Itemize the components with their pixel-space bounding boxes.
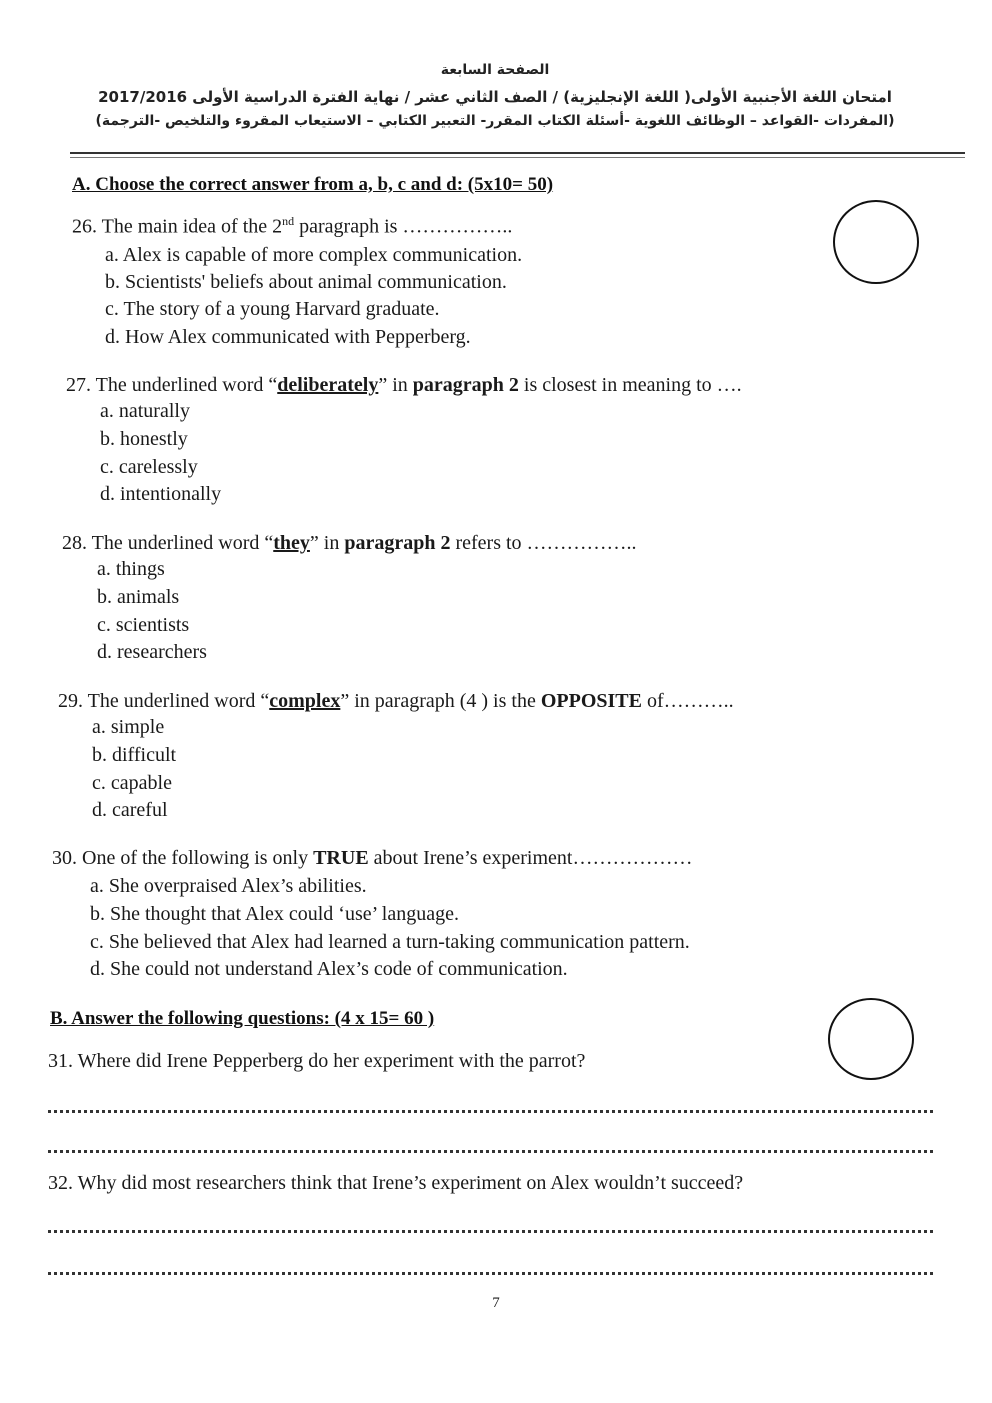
question-27: 27. The underlined word “deliberately” in paragraph 2 is closest in meaning to ….	[66, 374, 742, 396]
underlined-word: deliberately	[277, 374, 379, 396]
underlined-word: they	[273, 532, 310, 554]
question-30: 30. One of the following is only TRUE about Irene’s experiment………………	[52, 847, 693, 869]
option-26c[interactable]: c. The story of a young Harvard graduate.	[105, 298, 440, 320]
question-text-pre: The main idea of the 2	[101, 215, 283, 238]
option-26d[interactable]: d. How Alex communicated with Pepperberg.	[105, 326, 471, 348]
question-text-post: paragraph is ……………..	[294, 215, 513, 238]
question-31	[48, 1050, 585, 1073]
answer-line-31-2[interactable]	[48, 1150, 933, 1153]
question-number: 31.	[48, 1050, 73, 1072]
question-text: Where did Irene Pepperberg do her experiment with the parrot?	[77, 1050, 586, 1072]
answer-line-32-1[interactable]	[48, 1230, 933, 1233]
question-number: 30.	[52, 847, 77, 869]
section-a-title: A. Choose the correct answer from a, b, c and d: (5x10= 50)	[72, 174, 554, 195]
header-divider	[70, 152, 965, 154]
option-29a[interactable]: a. simple	[92, 716, 165, 738]
option-30b[interactable]: b. She thought that Alex could ‘use’ language.	[90, 903, 459, 925]
question-number: 32.	[48, 1172, 73, 1194]
option-26b[interactable]: b. Scientists' beliefs about animal communication.	[105, 271, 507, 293]
option-28b[interactable]: b. animals	[97, 586, 180, 608]
answer-line-32-2[interactable]	[48, 1272, 933, 1275]
header-divider-thin	[70, 157, 965, 158]
question-28: 28. The underlined word “they” in paragraph 2 refers to ……………..	[62, 532, 637, 554]
question-26	[72, 214, 512, 239]
option-30c[interactable]: c. She believed that Alex had learned a turn-taking communication pattern.	[90, 931, 690, 953]
question-number: 28.	[62, 532, 87, 554]
question-32	[48, 1172, 743, 1195]
page-label: الصفحة السابعة	[440, 62, 550, 78]
exam-topics: (المفردات -القواعد – الوظائف اللغوية -أسئلة الكتاب المقرر- التعبير الكتابي – الاستيعاب المقروء والتلخيص -الترجمة)	[95, 113, 895, 129]
bold-phrase: OPPOSITE	[540, 690, 642, 712]
option-27d[interactable]: d. intentionally	[100, 483, 222, 505]
option-28a[interactable]: a. things	[97, 558, 165, 580]
option-27a[interactable]: a. naturally	[100, 400, 190, 422]
page-number: 7	[492, 1295, 500, 1311]
bold-phrase: TRUE	[313, 847, 369, 869]
option-27b[interactable]: b. honestly	[100, 428, 188, 450]
underlined-word: complex	[269, 690, 341, 712]
answer-line-31-1[interactable]	[48, 1110, 933, 1113]
option-26a[interactable]: a. Alex is capable of more complex communication.	[105, 244, 523, 266]
ordinal-suffix: nd	[282, 214, 295, 228]
bold-phrase: paragraph 2	[412, 374, 519, 396]
question-text: Why did most researchers think that Irene’s experiment on Alex wouldn’t succeed?	[77, 1172, 744, 1194]
bold-phrase: paragraph 2	[344, 532, 451, 554]
section-b-title: B. Answer the following questions: (4 x 15= 60 )	[50, 1008, 435, 1029]
question-number: 26.	[72, 215, 97, 238]
score-circle-b	[828, 998, 914, 1080]
score-circle-a	[833, 200, 919, 284]
question-number: 29.	[58, 690, 83, 712]
exam-title: امتحان اللغة الأجنبية الأولى( اللغة الإنجليزية) / الصف الثاني عشر / نهاية الفترة الدراسية الأولى 2017/2016	[98, 88, 892, 106]
question-number: 27.	[66, 374, 91, 396]
option-29b[interactable]: b. difficult	[92, 744, 177, 766]
option-28c[interactable]: c. scientists	[97, 614, 190, 636]
option-30a[interactable]: a. She overpraised Alex’s abilities.	[90, 875, 367, 897]
option-29d[interactable]: d. careful	[92, 799, 168, 821]
question-29: 29. The underlined word “complex” in paragraph (4 ) is the OPPOSITE of………..	[58, 690, 734, 712]
option-27c[interactable]: c. carelessly	[100, 456, 198, 478]
option-30d[interactable]: d. She could not understand Alex’s code of communication.	[90, 958, 568, 980]
option-29c[interactable]: c. capable	[92, 772, 172, 794]
option-28d[interactable]: d. researchers	[97, 641, 207, 663]
